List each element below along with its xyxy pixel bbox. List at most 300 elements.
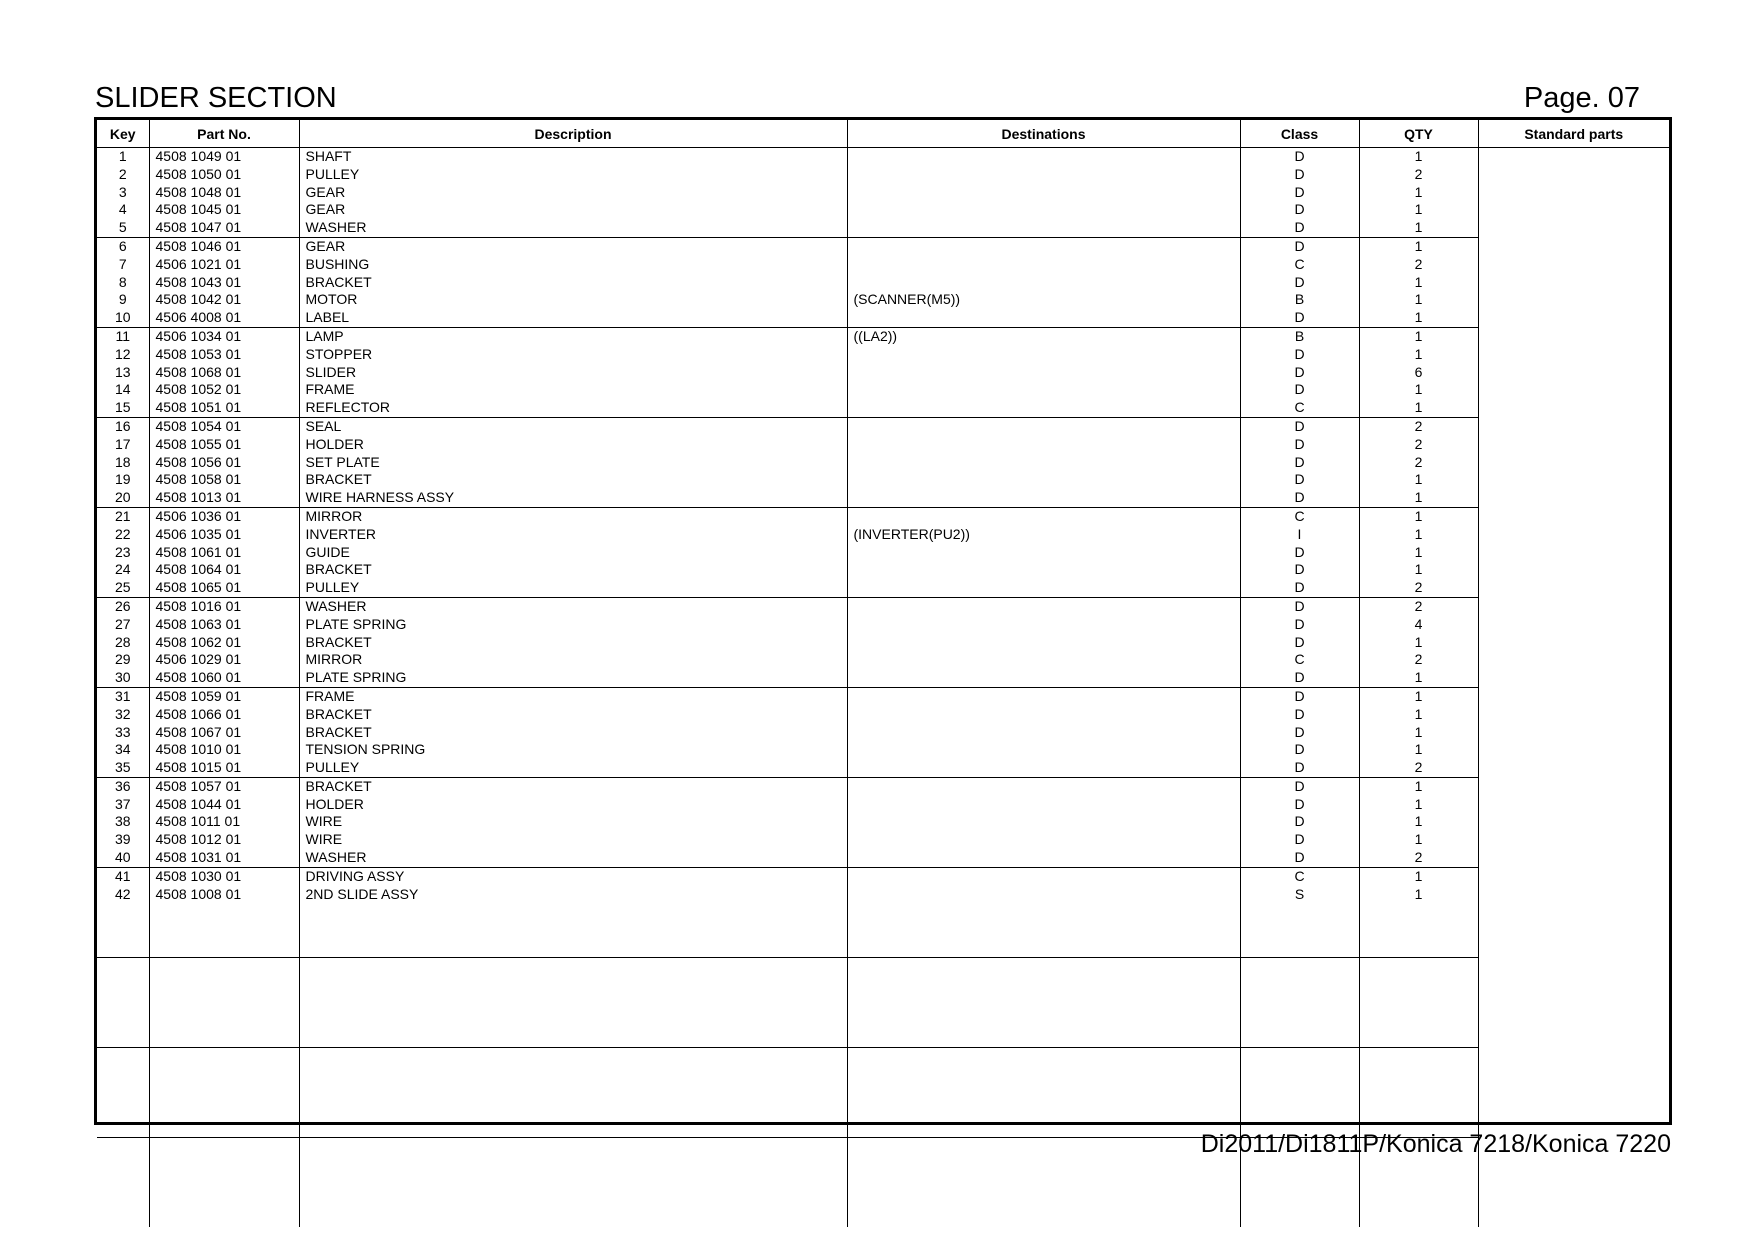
part-no-cell: 4508 1010 01 [149,741,299,759]
part-no-cell [149,939,299,957]
class-cell: D [1240,741,1359,759]
qty-cell: 2 [1359,597,1478,615]
description-cell [299,1066,847,1084]
description-cell: TENSION SPRING [299,741,847,759]
table-row [97,634,1669,652]
destinations-cell [847,1083,1240,1101]
key-cell [97,1047,149,1065]
class-cell: D [1240,166,1359,184]
key-cell: 10 [97,309,149,327]
description-cell: WIRE [299,813,847,831]
qty-cell: 2 [1359,166,1478,184]
destinations-cell [847,219,1240,237]
table-row [97,1066,1669,1084]
destinations-cell [847,1047,1240,1065]
key-cell: 26 [114,597,131,614]
table-row [97,201,1669,219]
qty-cell: 2 [1359,759,1478,777]
description-cell [299,921,847,939]
qty-cell: 1 [1359,381,1478,399]
class-cell: D [1240,759,1359,777]
destinations-cell [847,489,1240,507]
destinations-cell [847,634,1240,652]
description-cell: PLATE SPRING [299,616,847,634]
table-row [97,976,1669,994]
class-cell: D [1240,561,1359,579]
table-row [97,777,1669,795]
table-row [97,148,1669,166]
description-cell: MOTOR [299,291,847,309]
key-cell [97,976,149,994]
description-cell: WASHER [299,849,847,867]
class-cell: D [1240,616,1359,634]
qty-cell: 1 [1359,724,1478,742]
description-cell [299,976,847,994]
part-no-cell [149,1066,299,1084]
key-cell [97,993,149,1011]
key-cell [97,921,149,939]
table-row [97,831,1669,849]
class-cell: D [1240,417,1359,435]
class-cell: D [1240,364,1359,382]
table-row [97,561,1669,579]
class-cell: C [1240,651,1359,669]
table-row [97,706,1669,724]
destinations-cell [847,346,1240,364]
destinations-cell: (SCANNER(M5)) [847,291,1240,309]
destinations-cell: (INVERTER(PU2)) [847,526,1240,544]
key-cell: 18 [114,453,131,470]
class-cell: D [1240,184,1359,202]
description-cell: WIRE [299,831,847,849]
key-cell [97,1101,149,1119]
part-no-cell: 4508 1043 01 [149,274,299,292]
description-cell: BRACKET [299,471,847,489]
destinations-cell [847,544,1240,562]
qty-cell: 1 [1359,291,1478,309]
table-row [97,417,1669,435]
qty-cell [1359,939,1478,957]
destinations-cell [847,831,1240,849]
description-cell [299,1083,847,1101]
part-no-cell [149,1173,299,1191]
description-cell: FRAME [299,687,847,705]
destinations-cell [847,454,1240,472]
part-no-cell [149,976,299,994]
table-row [97,1029,1669,1047]
table-row [97,237,1669,255]
key-cell: 17 [114,435,131,452]
destinations-cell [847,561,1240,579]
part-no-cell [149,1119,299,1137]
part-no-cell [149,1191,299,1209]
qty-cell [1359,976,1478,994]
qty-cell: 2 [1359,454,1478,472]
part-no-cell: 4508 1045 01 [149,201,299,219]
part-no-cell: 4508 1067 01 [149,724,299,742]
qty-cell [1359,1173,1478,1191]
class-cell [1240,993,1359,1011]
key-cell: 31 [114,687,131,704]
table-row [97,993,1669,1011]
part-no-cell: 4508 1056 01 [149,454,299,472]
description-cell: BRACKET [299,706,847,724]
qty-cell: 1 [1359,544,1478,562]
qty-cell: 1 [1359,489,1478,507]
destinations-cell [847,886,1240,904]
table-row [97,813,1669,831]
key-cell: 13 [114,363,131,380]
qty-cell: 1 [1359,148,1478,166]
class-cell: D [1240,544,1359,562]
description-cell: REFLECTOR [299,399,847,417]
table-row [97,796,1669,814]
qty-cell: 2 [1359,849,1478,867]
qty-cell: 1 [1359,274,1478,292]
description-cell [299,1119,847,1137]
part-no-cell: 4508 1030 01 [149,867,299,885]
key-cell: 14 [114,381,131,398]
qty-cell: 1 [1359,309,1478,327]
qty-cell [1359,993,1478,1011]
description-cell: WASHER [299,597,847,615]
description-cell [299,1011,847,1029]
destinations-cell [847,417,1240,435]
destinations-cell [847,993,1240,1011]
class-cell: D [1240,237,1359,255]
key-cell: 37 [114,795,131,812]
table-row [97,291,1669,309]
class-cell: D [1240,634,1359,652]
key-cell: 6 [118,237,127,254]
qty-cell: 1 [1359,669,1478,687]
table-row [97,346,1669,364]
class-cell [1240,1083,1359,1101]
qty-cell: 6 [1359,364,1478,382]
description-cell: FRAME [299,381,847,399]
description-cell: BRACKET [299,634,847,652]
table-row [97,1047,1669,1065]
table-row [97,274,1669,292]
description-cell: SLIDER [299,364,847,382]
qty-cell [1359,1209,1478,1227]
class-cell [1240,939,1359,957]
part-no-cell: 4508 1047 01 [149,219,299,237]
part-no-cell: 4508 1031 01 [149,849,299,867]
key-cell: 22 [114,525,131,542]
key-cell: 33 [114,723,131,740]
description-cell: PLATE SPRING [299,669,847,687]
table-row [97,903,1669,921]
class-cell: D [1240,687,1359,705]
class-cell [1240,1066,1359,1084]
part-no-cell [149,1011,299,1029]
destinations-cell [847,364,1240,382]
class-cell [1240,1209,1359,1227]
description-cell: WIRE HARNESS ASSY [299,489,847,507]
part-no-cell: 4508 1016 01 [149,597,299,615]
table-row [97,219,1669,237]
destinations-cell [847,471,1240,489]
description-cell: HOLDER [299,796,847,814]
key-cell [97,1137,149,1155]
table-row [97,1101,1669,1119]
qty-cell: 1 [1359,813,1478,831]
class-cell: D [1240,777,1359,795]
destinations-cell [847,976,1240,994]
part-no-cell: 4508 1051 01 [149,399,299,417]
part-no-cell: 4508 1062 01 [149,634,299,652]
description-cell: PULLEY [299,579,847,597]
part-no-cell [149,1209,299,1227]
class-cell [1240,1101,1359,1119]
description-cell [299,1137,847,1155]
part-no-cell [149,993,299,1011]
part-no-cell [149,1101,299,1119]
class-cell: D [1240,201,1359,219]
class-cell: C [1240,256,1359,274]
table-row [97,939,1669,957]
key-cell: 21 [114,507,131,524]
qty-cell: 1 [1359,706,1478,724]
key-cell: 16 [114,417,131,434]
destinations-cell [847,939,1240,957]
part-no-cell: 4508 1050 01 [149,166,299,184]
destinations-cell [847,796,1240,814]
qty-cell: 1 [1359,831,1478,849]
table-row [97,724,1669,742]
part-no-cell: 4508 1049 01 [149,148,299,166]
key-cell: 20 [97,489,149,507]
qty-cell [1359,1047,1478,1065]
key-cell [97,939,149,957]
destinations-cell [847,777,1240,795]
destinations-cell [847,166,1240,184]
part-no-cell: 4508 1063 01 [149,616,299,634]
part-no-cell: 4508 1066 01 [149,706,299,724]
key-cell [97,1066,149,1084]
key-cell: 32 [114,705,131,722]
part-no-cell: 4508 1011 01 [149,813,299,831]
part-no-cell: 4508 1057 01 [149,777,299,795]
part-no-cell: 4508 1053 01 [149,346,299,364]
destinations-cell [847,616,1240,634]
qty-cell: 1 [1359,796,1478,814]
part-no-cell: 4508 1058 01 [149,471,299,489]
table-row [97,867,1669,885]
class-cell: D [1240,381,1359,399]
column-header-standard-parts: Standard parts [1478,120,1669,148]
part-no-cell [149,1047,299,1065]
destinations-cell [847,237,1240,255]
class-cell: D [1240,706,1359,724]
description-cell [299,939,847,957]
description-cell [299,1209,847,1227]
part-no-cell: 4506 1034 01 [149,327,299,345]
key-cell [97,1209,149,1227]
table-row [97,687,1669,705]
qty-cell: 1 [1359,471,1478,489]
destinations-cell [847,849,1240,867]
table-row [97,256,1669,274]
class-cell: D [1240,579,1359,597]
class-cell: C [1240,867,1359,885]
qty-cell [1359,1101,1478,1119]
destinations-cell [847,256,1240,274]
destinations-cell [847,381,1240,399]
part-no-cell: 4506 1021 01 [149,256,299,274]
table-row [97,436,1669,454]
class-cell: D [1240,849,1359,867]
class-cell: I [1240,526,1359,544]
description-cell: LABEL [299,309,847,327]
destinations-cell [847,148,1240,166]
table-row [97,1209,1669,1227]
part-no-cell: 4508 1054 01 [149,417,299,435]
qty-cell: 4 [1359,616,1478,634]
destinations-cell [847,579,1240,597]
part-no-cell: 4508 1055 01 [149,436,299,454]
key-cell [97,1083,149,1101]
key-cell [97,1119,149,1137]
key-cell: 1 [118,148,127,164]
qty-cell: 1 [1359,184,1478,202]
class-cell: D [1240,436,1359,454]
part-no-cell: 4508 1013 01 [149,489,299,507]
table-row [97,489,1669,507]
description-cell: PULLEY [299,759,847,777]
table-row [97,471,1669,489]
description-cell: 2ND SLIDE ASSY [299,886,847,904]
page-number: Page. 07 [1523,82,1640,114]
class-cell: D [1240,831,1359,849]
qty-cell: 2 [1359,417,1478,435]
class-cell: D [1240,219,1359,237]
key-cell: 24 [114,561,131,578]
key-cell: 9 [118,291,127,308]
table-row [97,1191,1669,1209]
destinations-cell [847,669,1240,687]
qty-cell: 1 [1359,741,1478,759]
key-cell: 38 [114,813,131,830]
description-cell: GEAR [299,201,847,219]
table-row [97,1011,1669,1029]
column-header-destinations: Destinations [847,120,1240,148]
key-cell: 15 [97,399,149,417]
part-no-cell: 4506 1035 01 [149,526,299,544]
part-no-cell: 4508 1042 01 [149,291,299,309]
qty-cell [1359,1191,1478,1209]
description-cell [299,1101,847,1119]
qty-cell [1359,1029,1478,1047]
key-cell: 8 [118,273,127,290]
key-cell: 34 [114,741,131,758]
key-cell: 30 [97,669,149,687]
destinations-cell [847,867,1240,885]
table-row [97,651,1669,669]
column-header-description: Description [299,120,847,148]
key-cell: 3 [118,183,127,200]
part-no-cell [149,1156,299,1174]
qty-cell [1359,1083,1478,1101]
table-row [97,957,1669,975]
class-cell [1240,903,1359,921]
description-cell: BRACKET [299,777,847,795]
qty-cell [1359,921,1478,939]
part-no-cell [149,957,299,975]
page-title: SLIDER SECTION [95,82,337,114]
qty-cell: 1 [1359,219,1478,237]
description-cell: LAMP [299,327,847,345]
qty-cell: 2 [1359,579,1478,597]
key-cell: 41 [114,867,131,884]
part-no-cell: 4508 1065 01 [149,579,299,597]
description-cell [299,903,847,921]
qty-cell: 1 [1359,507,1478,525]
class-cell: D [1240,309,1359,327]
qty-cell [1359,903,1478,921]
part-no-cell: 4506 1029 01 [149,651,299,669]
table-row [97,616,1669,634]
part-no-cell [149,1029,299,1047]
key-cell [97,903,149,921]
description-cell: BUSHING [299,256,847,274]
destinations-cell [847,1101,1240,1119]
class-cell [1240,1047,1359,1065]
destinations-cell [847,903,1240,921]
description-cell [299,1173,847,1191]
table-header-row [97,120,1669,148]
description-cell [299,1191,847,1209]
qty-cell: 1 [1359,886,1478,904]
destinations-cell [847,759,1240,777]
key-cell: 28 [114,633,131,650]
qty-cell: 1 [1359,634,1478,652]
qty-cell: 1 [1359,867,1478,885]
description-cell: PULLEY [299,166,847,184]
description-cell [299,1047,847,1065]
part-no-cell: 4508 1059 01 [149,687,299,705]
destinations-cell [847,741,1240,759]
destinations-cell [847,687,1240,705]
column-header-key: Key [97,120,149,148]
class-cell [1240,1191,1359,1209]
key-cell: 11 [115,327,131,344]
part-no-cell [149,1137,299,1155]
description-cell: BRACKET [299,561,847,579]
key-cell: 2 [118,165,127,182]
description-cell [299,1156,847,1174]
key-cell: 25 [97,579,149,597]
class-cell [1240,976,1359,994]
qty-cell: 1 [1359,399,1478,417]
table-row [97,327,1669,345]
table-row [97,669,1669,687]
key-cell: 19 [114,471,131,488]
class-cell [1240,957,1359,975]
description-cell: SET PLATE [299,454,847,472]
part-no-cell: 4508 1068 01 [149,364,299,382]
destinations-cell [847,1209,1240,1227]
destinations-cell [847,921,1240,939]
qty-cell [1359,957,1478,975]
table-row [97,921,1669,939]
table-row [97,454,1669,472]
description-cell: STOPPER [299,346,847,364]
part-no-cell [149,1083,299,1101]
key-cell: 5 [97,219,149,237]
key-cell [97,1173,149,1191]
